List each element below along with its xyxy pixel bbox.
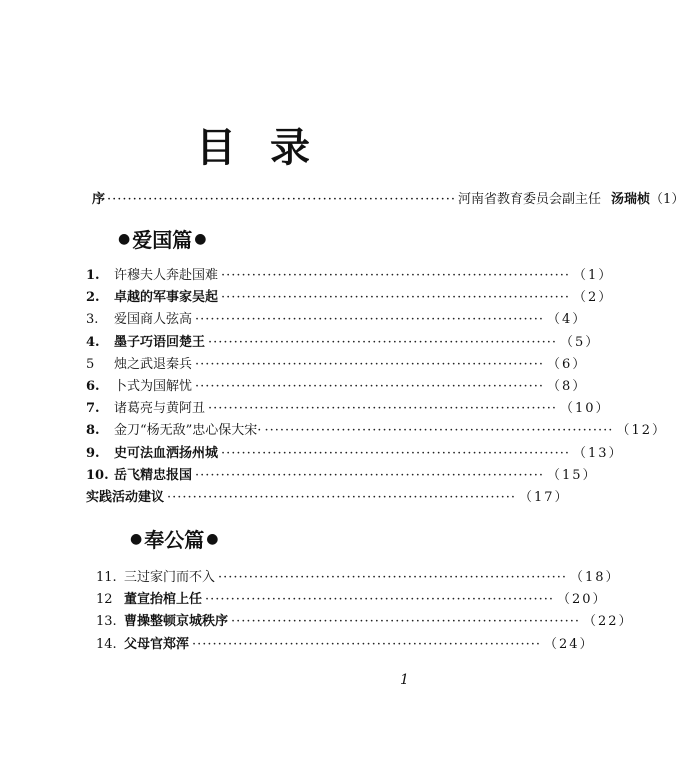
entry-title: 爱国商人弦高 [114,312,193,328]
entry-number: 12 [96,592,113,608]
section-heading-patriotism [116,224,208,253]
preface-author: 汤瑞桢 [611,192,651,207]
preface-desc: 河南省教育委员会副主任 [458,192,602,207]
entry-number: 14. [96,636,117,652]
list-item[interactable] [86,375,588,397]
entry-title: 卜式为国解忧 [114,378,193,394]
entry-number: 2. [86,290,100,306]
bullet-icon: ● [130,530,143,547]
entry-page: （17） [519,490,570,505]
entry-page: （10） [560,401,611,417]
entry-title: 史可法血洒扬州城 [114,445,219,461]
list-item[interactable] [96,588,608,610]
preface-label: 序 [92,192,106,207]
entry-title: 实践活动建议 [86,490,165,505]
entry-title: 金刀“杨无敌”忠心保大宋· [114,423,262,439]
entry-page: （5） [560,334,601,350]
page-number: 1 [400,672,409,688]
dot-leader: ···································································· [264,423,614,439]
page-title: 目录 [196,124,344,171]
list-item[interactable] [86,464,598,486]
entry-title: 卓越的军事家吴起 [114,290,219,306]
entry-page: （6） [547,356,588,372]
entry-page: （13） [573,445,624,461]
bullet-icon: ● [206,530,219,547]
list-item[interactable] [96,610,634,632]
list-item[interactable] [96,566,621,588]
list-item[interactable] [86,308,588,330]
entry-page: （20） [557,592,608,608]
toc-list-patriotism [86,264,667,486]
entry-number: 13. [96,614,117,630]
entry-number: 4. [86,334,100,350]
entry-page: （18） [570,570,621,585]
dot-leader: ···································································· [195,467,545,483]
list-item[interactable] [86,486,570,508]
entry-page: （4） [547,312,588,328]
section-heading-text: 爱国篇 [132,228,193,252]
entry-number: 9. [86,445,100,461]
section-heading-public-service [128,524,220,553]
dot-leader: ···································································· [195,312,545,328]
entry-title: 诸葛亮与黄阿丑 [114,401,206,417]
dot-leader: ···································································· [221,445,571,461]
entry-title: 父母官郑浑 [124,636,190,652]
entry-title: 墨子巧语回楚王 [114,334,206,350]
entry-page: （2） [573,290,614,306]
bullet-icon: ● [194,230,207,247]
entry-title: 许穆夫人奔赴国难 [114,268,219,283]
dot-leader: ···································································· [192,636,542,652]
dot-leader: ···································································· [195,378,545,394]
entry-page: （15） [547,467,598,483]
dot-leader: ···································································· [221,268,571,283]
bullet-icon: ● [118,230,131,247]
entry-number: 6. [86,378,100,394]
list-item[interactable] [96,633,595,655]
list-item[interactable] [86,442,624,464]
dot-leader: ···································································· [231,614,581,630]
dot-leader: ···································································· [221,290,571,306]
entry-number: 5 [86,356,95,372]
dot-leader: ···································································· [107,192,457,207]
entry-number: 10. [86,467,109,483]
entry-page: （22） [583,614,634,630]
toc-list-public-service [96,566,634,655]
dot-leader: ···································································· [205,592,555,608]
entry-number: 1. [86,268,100,283]
preface-page: （1） [650,192,684,207]
list-item[interactable] [86,397,611,419]
dot-leader: ···································································· [195,356,545,372]
dot-leader: ···································································· [167,490,517,505]
list-item[interactable] [86,264,614,286]
dot-leader: ···································································· [208,401,558,417]
entry-page: （24） [544,636,595,652]
dot-leader: ···································································· [218,570,568,585]
entry-title: 烛之武退秦兵 [114,356,193,372]
entry-title: 岳飞精忠报国 [114,467,193,483]
preface-entry [92,188,684,207]
list-item[interactable] [86,419,667,441]
dot-leader: ···································································· [208,334,558,350]
toc-list-activities [86,486,570,508]
entry-title: 董宣抬棺上任 [124,592,203,608]
entry-page: （12） [616,423,667,439]
list-item[interactable] [86,353,588,375]
list-item[interactable] [86,286,614,308]
entry-page: （8） [547,378,588,394]
entry-page: （1） [573,268,614,283]
list-item[interactable] [86,331,601,353]
entry-number: 11. [96,570,117,585]
entry-title: 三过家门而不入 [124,570,216,585]
entry-title: 曹操整顿京城秩序 [124,614,229,630]
entry-number: 8. [86,423,100,439]
entry-number: 7. [86,401,100,417]
entry-number: 3. [86,312,99,328]
section-heading-text: 奉公篇 [144,528,205,552]
